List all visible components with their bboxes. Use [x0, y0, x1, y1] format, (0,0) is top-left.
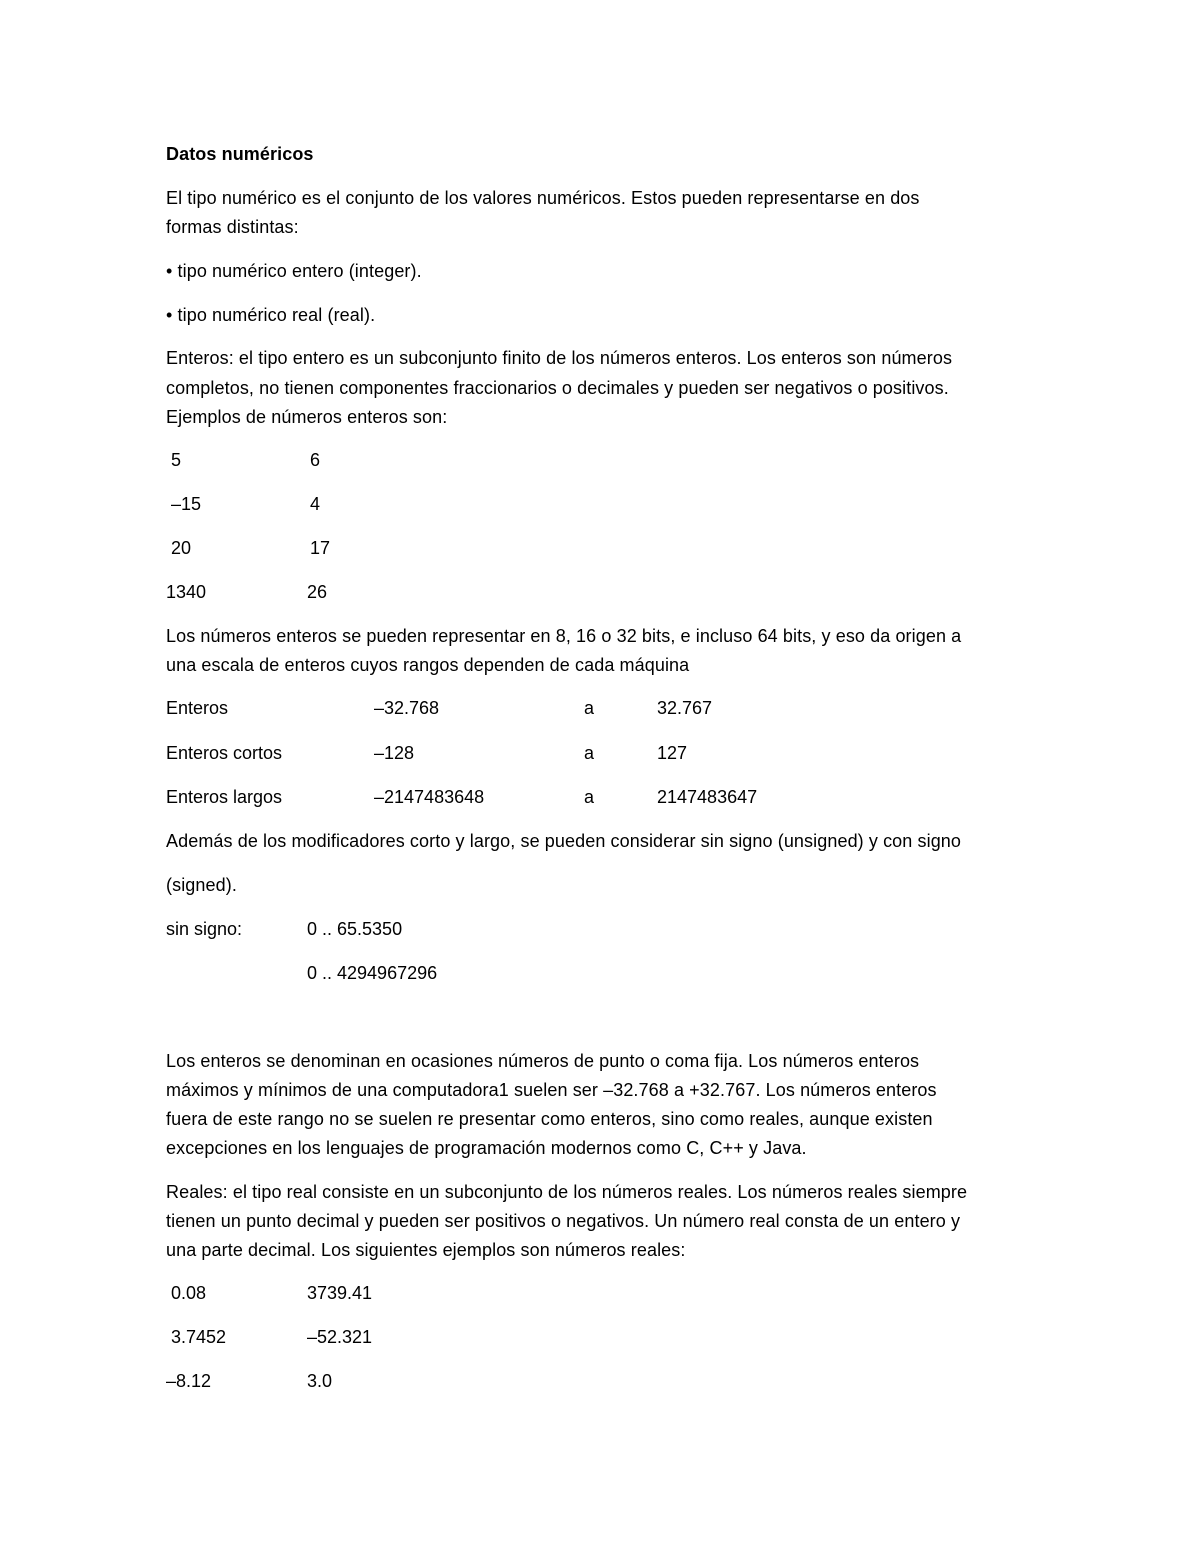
intro-line-1: El tipo numérico es el conjunto de los valores numéricos. Estos pueden representarse en dos	[166, 188, 920, 208]
range-min: –2147483648	[374, 787, 485, 807]
real-example-cell: 3.7452	[171, 1327, 227, 1347]
enteros-line-2: completos, no tienen componentes fraccionarios o decimales y pueden ser negativos o positivos.	[166, 378, 949, 398]
integer-example-cell: 4	[310, 494, 321, 514]
page-title: Datos numéricos	[166, 144, 314, 164]
reales-line-1: Reales: el tipo real consiste en un subconjunto de los números reales. Los números reales siempre	[166, 1182, 968, 1202]
range-name: Enteros cortos	[166, 743, 283, 763]
enteros-line-1: Enteros: el tipo entero es un subconjunto finito de los números enteros. Los enteros son números	[166, 348, 953, 368]
fixed-point-line-2: máximos y mínimos de una computadora1 suelen ser –32.768 a +32.767. Los números enteros	[166, 1080, 937, 1100]
bits-line-2: una escala de enteros cuyos rangos dependen de cada máquina	[166, 655, 690, 675]
unsigned-label: sin signo:	[166, 919, 243, 939]
range-max: 2147483647	[657, 787, 758, 807]
real-example-cell: 3.0	[307, 1371, 333, 1391]
fixed-point-line-3: fuera de este rango no se suelen re presentar como enteros, sino como reales, aunque existen	[166, 1109, 933, 1129]
range-separator: a	[584, 743, 595, 763]
bullet-integer: • tipo numérico entero (integer).	[166, 261, 422, 281]
modifiers-line-2: (signed).	[166, 875, 237, 895]
integer-example-cell: 6	[310, 450, 321, 470]
real-example-cell: –8.12	[166, 1371, 212, 1391]
real-example-cell: 0.08	[171, 1283, 207, 1303]
unsigned-range: 0 .. 4294967296	[307, 963, 438, 983]
range-name: Enteros largos	[166, 787, 283, 807]
range-min: –32.768	[374, 698, 440, 718]
integer-example-cell: 26	[307, 582, 328, 602]
integer-example-cell: 1340	[166, 582, 207, 602]
fixed-point-line-4: excepciones en los lenguajes de programación modernos como C, C++ y Java.	[166, 1138, 807, 1158]
range-separator: a	[584, 698, 595, 718]
range-min: –128	[374, 743, 415, 763]
range-max: 127	[657, 743, 688, 763]
reales-line-3: una parte decimal. Los siguientes ejemplos son números reales:	[166, 1240, 686, 1260]
integer-example-cell: 20	[171, 538, 192, 558]
modifiers-line-1: Además de los modificadores corto y largo, se pueden considerar sin signo (unsigned) y con signo	[166, 831, 962, 851]
bits-line-1: Los números enteros se pueden representar en 8, 16 o 32 bits, e incluso 64 bits, y eso da origen a	[166, 626, 962, 646]
intro-line-2: formas distintas:	[166, 217, 299, 237]
enteros-line-3: Ejemplos de números enteros son:	[166, 407, 448, 427]
reales-line-2: tienen un punto decimal y pueden ser positivos o negativos. Un número real consta de un entero y	[166, 1211, 961, 1231]
range-max: 32.767	[657, 698, 713, 718]
unsigned-range: 0 .. 65.5350	[307, 919, 403, 939]
integer-example-cell: 17	[310, 538, 331, 558]
integer-example-cell: –15	[171, 494, 202, 514]
integer-example-cell: 5	[171, 450, 182, 470]
fixed-point-line-1: Los enteros se denominan en ocasiones números de punto o coma fija. Los números enteros	[166, 1051, 920, 1071]
real-example-cell: –52.321	[307, 1327, 373, 1347]
real-example-cell: 3739.41	[307, 1283, 373, 1303]
range-name: Enteros	[166, 698, 229, 718]
bullet-real: • tipo numérico real (real).	[166, 305, 376, 325]
range-separator: a	[584, 787, 595, 807]
